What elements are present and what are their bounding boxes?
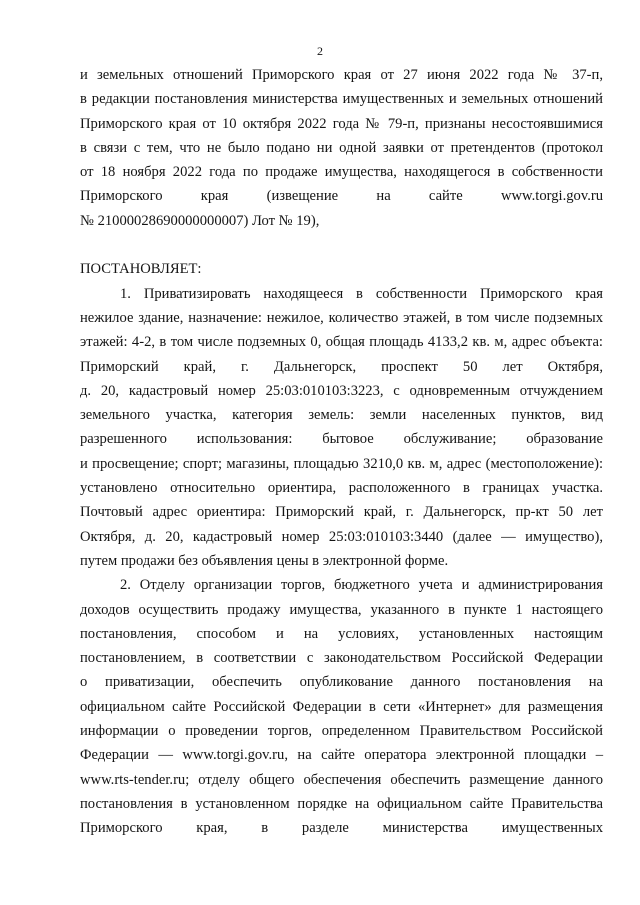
text-line: нежилое здание, назначение: нежилое, количество этажей, в том числе подземных: [80, 309, 603, 326]
page-number: 2: [317, 44, 323, 58]
text-line: официальном сайте Российской Федерации в сети «Интернет» для размещения: [80, 698, 603, 715]
text-line: информации о проведении торгов, определенном Правительством Российской: [80, 723, 603, 740]
text-line: www.rts-tender.ru; отделу общего обеспечения обеспечить размещение данного: [80, 771, 603, 788]
text-line: земельного участка, категория земель: земли населенных пунктов, вид: [80, 407, 603, 424]
paragraph-gap: [80, 233, 603, 257]
text-line: д. 20, кадастровый номер 25:03:010103:3223, с одновременным отчуждением: [80, 382, 603, 399]
text-line: разрешенного использования: бытовое обслуживание; образование: [80, 431, 603, 448]
resolution-heading: ПОСТАНОВЛЯЕТ:: [80, 261, 202, 278]
text-line: постановления, способом и на условиях, установленных настоящим: [80, 625, 603, 642]
text-line: Октября, д. 20, кадастровый номер 25:03:010103:3440 (далее — имущество),: [80, 528, 603, 545]
text-line: постановлением, в соответствии с законодательством Российской Федерации: [80, 650, 603, 667]
point-2-paragraph: [80, 573, 603, 840]
text-line: Приморского края от 10 октября 2022 года № 79-п, признаны несостоявшимися: [80, 115, 603, 132]
text-line: Приморский край, г. Дальнегорск, проспект 50 лет Октября,: [80, 358, 603, 375]
text-line: в редакции постановления министерства имущественных и земельных отношений: [80, 91, 603, 108]
text-line: Приморского края, в разделе министерства имущественных: [80, 820, 603, 837]
text-line: Почтовый адрес ориентира: Приморский край, г. Дальнегорск, пр-кт 50 лет: [80, 504, 603, 521]
text-line: Приморского края (извещение на сайте www.torgi.gov.ru: [80, 188, 603, 205]
text-line: постановления в установленном порядке на официальном сайте Правительства: [80, 795, 603, 812]
document-body: [80, 63, 603, 841]
point-1-paragraph: [80, 282, 603, 574]
text-line: 1. Приватизировать находящееся в собственности Приморского края: [120, 285, 603, 302]
text-line: 2. Отделу организации торгов, бюджетного учета и администрирования: [120, 577, 603, 594]
text-line: и земельных отношений Приморского края от 27 июня 2022 года № 37-п,: [80, 67, 603, 83]
text-line: № 21000028690000000007) Лот № 19),: [80, 212, 320, 229]
text-line: этажей: 4-2, в том числе подземных 0, общая площадь 4133,2 кв. м, адрес объекта:: [80, 334, 603, 351]
text-line: путем продажи без объявления цены в электронной форме.: [80, 552, 449, 569]
text-line: и просвещение; спорт; магазины, площадью 3210,0 кв. м, адрес (местоположение):: [80, 455, 603, 472]
text-line: установлено относительно ориентира, расположенного в границах участка.: [80, 480, 603, 497]
text-line: от 18 ноября 2022 года по продаже имущества, находящегося в собственности: [80, 164, 603, 181]
intro-paragraph: [80, 63, 603, 233]
text-line: о приватизации, обеспечить опубликование данного постановления на: [80, 674, 603, 691]
text-line: доходов осуществить продажу имущества, указанного в пункте 1 настоящего: [80, 601, 603, 618]
text-line: в связи с тем, что не было подано ни одной заявки от претендентов (протокол: [80, 139, 603, 156]
text-line: Федерации — www.torgi.gov.ru, на сайте оператора электронной площадки –: [80, 747, 603, 764]
